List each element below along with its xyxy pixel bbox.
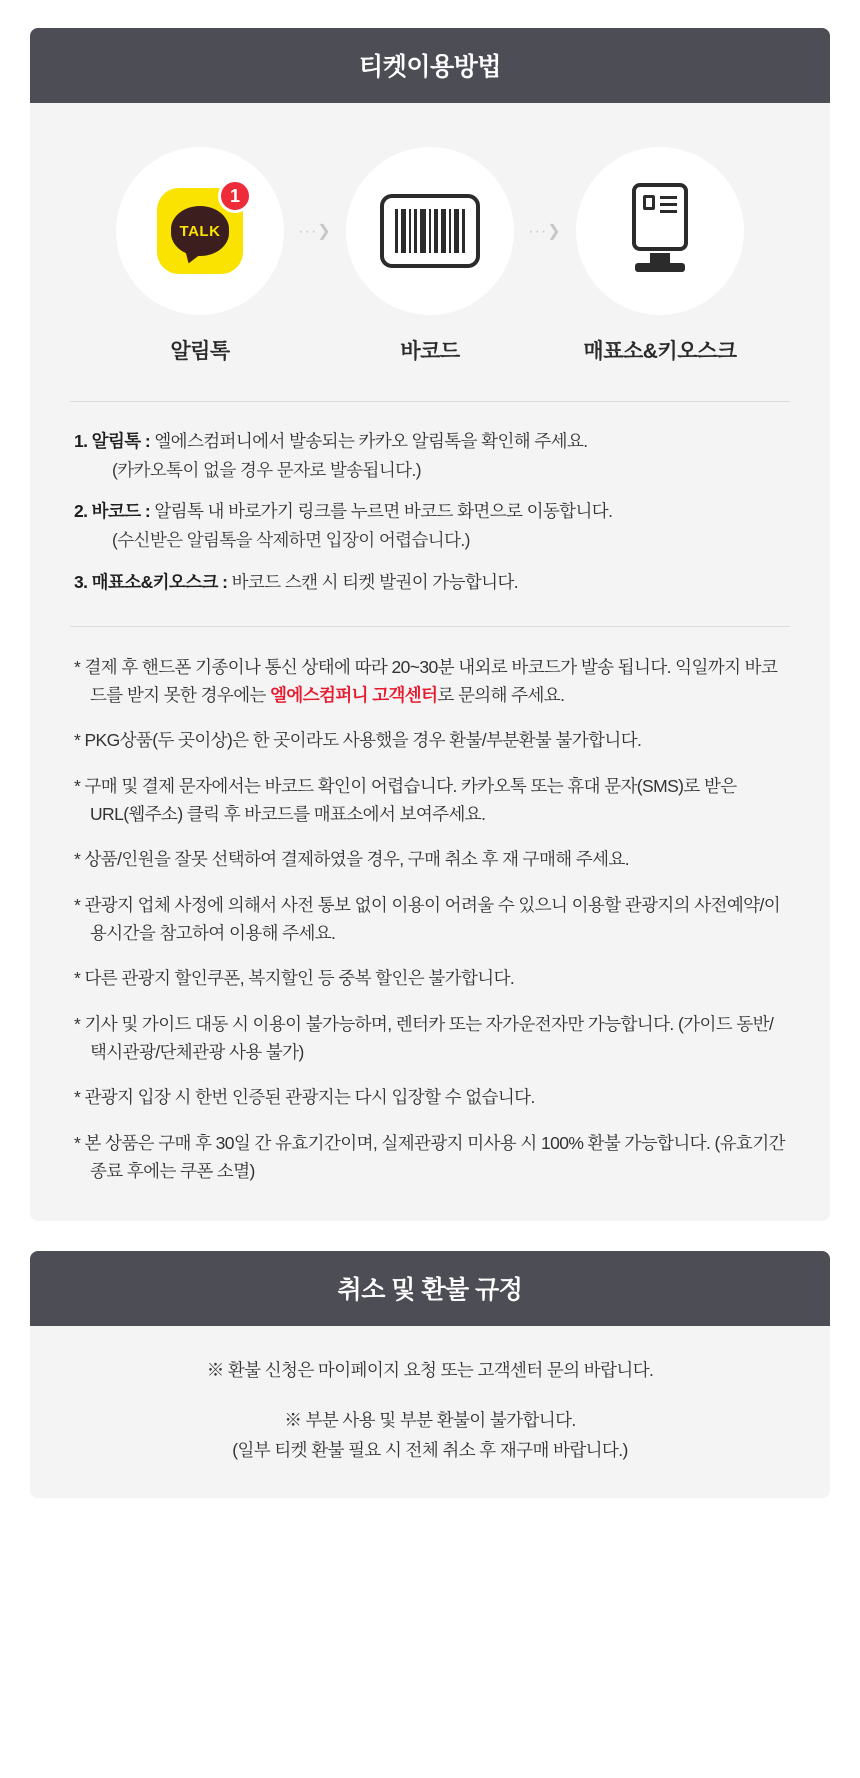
step-barcode bbox=[337, 147, 523, 365]
note-text: * PKG상품(두 곳이상)은 한 곳이라도 사용했을 경우 환불/부분환불 불가합니다. bbox=[74, 730, 642, 751]
note-text: * 결제 후 핸드폰 기종이나 통신 상태에 따라 20~30분 내외로 바코드가 발송 됩니다. 익일까지 바코드를 받지 못한 경우에는 bbox=[74, 656, 778, 705]
note-text: * 상품/인원을 잘못 선택하여 결제하였을 경우, 구매 취소 후 재 구매해 주세요. bbox=[74, 849, 630, 870]
note-text: * 기사 및 가이드 대동 시 이용이 불가능하며, 렌터카 또는 자가운전자만 가능합니다. (가이드 동반/택시관광/단체관광 사용 불가) bbox=[74, 1013, 774, 1063]
step-label: 알림톡 bbox=[170, 340, 230, 363]
list-item-head: 2. 바코드 : bbox=[74, 501, 155, 522]
note-text: * 구매 및 결제 문자에서는 바코드 확인이 어렵습니다. 카카오톡 또는 휴대 문자(SMS)로 받은 URL(웹주소) 클릭 후 바코드를 매표소에서 보여주세요. bbox=[74, 775, 737, 824]
step-circle bbox=[576, 147, 744, 315]
note-item bbox=[74, 653, 786, 710]
list-item-body: 바코드 스캔 시 티켓 발권이 가능합니다. bbox=[231, 571, 519, 592]
list-item bbox=[74, 569, 786, 596]
note-text: * 다른 관광지 할인쿠폰, 복지할인 등 중복 할인은 불가합니다. bbox=[74, 968, 515, 989]
list-item bbox=[74, 498, 786, 554]
arrow-icon-1: ···❯ bbox=[298, 223, 332, 240]
step-label: 매표소&키오스크 bbox=[583, 340, 737, 363]
kakao-talk-icon-text: TALK bbox=[179, 222, 221, 240]
list-item bbox=[74, 428, 786, 484]
step-label: 바코드 bbox=[400, 340, 460, 363]
divider-top bbox=[70, 401, 790, 402]
list-item-head: 1. 알림톡 : bbox=[74, 431, 155, 451]
refund-section-body bbox=[30, 1326, 830, 1498]
list-item-body: 엘에스컴퍼니에서 발송되는 카카오 알림톡을 확인해 주세요. bbox=[154, 431, 588, 451]
step-alimtalk bbox=[107, 147, 293, 365]
note-item bbox=[74, 845, 786, 873]
refund-section-title: 취소 및 환불 규정 bbox=[30, 1251, 830, 1326]
note-text: * 본 상품은 구매 후 30일 간 유효기간이며, 실제관광지 미사용 시 100% 환불 가능합니다. (유효기간 종료 후에는 쿠폰 소멸) bbox=[74, 1132, 785, 1182]
notification-badge: 1 bbox=[218, 179, 252, 213]
numbered-instructions bbox=[70, 428, 790, 596]
refund-line-1: ※ 환불 신청은 마이페이지 요청 또는 고객센터 문의 바랍니다. bbox=[206, 1360, 654, 1381]
refund-line-3: (일부 티켓 환불 필요 시 전체 취소 후 재구매 바랍니다.) bbox=[232, 1440, 628, 1461]
barcode-icon bbox=[380, 194, 480, 268]
note-highlight: 엘에스컴퍼니 고객센터 bbox=[270, 684, 438, 705]
note-text: * 관광지 업체 사정에 의해서 사전 통보 없이 이용이 어려울 수 있으니 이용할 관광지의 사전예약/이용시간을 참고하여 이용해 주세요. bbox=[74, 894, 781, 944]
list-item-head: 3. 매표소&키오스크 : bbox=[74, 571, 232, 592]
note-item bbox=[74, 772, 786, 829]
notes-list bbox=[70, 653, 790, 1186]
step-circle bbox=[116, 147, 284, 315]
divider-bottom bbox=[70, 626, 790, 627]
list-item-sub: (카카오톡이 없을 경우 문자로 발송됩니다.) bbox=[112, 460, 421, 481]
note-item bbox=[74, 1083, 786, 1111]
note-text-post: 로 문의해 주세요. bbox=[437, 684, 565, 705]
ticket-usage-section bbox=[30, 28, 830, 1221]
step-kiosk bbox=[567, 147, 753, 365]
arrow-icon-2: ···❯ bbox=[528, 223, 562, 240]
ticket-section-title: 티켓이용방법 bbox=[30, 28, 830, 103]
note-item bbox=[74, 891, 786, 948]
ticket-section-body bbox=[30, 103, 830, 1221]
kakao-talk-icon bbox=[157, 185, 243, 274]
note-text: * 관광지 입장 시 한번 인증된 관광지는 다시 입장할 수 없습니다. bbox=[74, 1087, 535, 1108]
kiosk-icon bbox=[629, 183, 691, 279]
list-item-sub: (수신받은 알림톡을 삭제하면 입장이 어렵습니다.) bbox=[112, 530, 470, 551]
steps-row bbox=[70, 129, 790, 371]
list-item-body: 알림톡 내 바로가기 링크를 누르면 바코드 화면으로 이동합니다. bbox=[154, 501, 613, 522]
refund-line-2: ※ 부분 사용 및 부분 환불이 불가합니다. bbox=[284, 1410, 576, 1431]
note-item bbox=[74, 726, 786, 754]
refund-policy-section bbox=[30, 1251, 830, 1498]
step-circle bbox=[346, 147, 514, 315]
note-item bbox=[74, 964, 786, 992]
note-item bbox=[74, 1129, 786, 1186]
note-item bbox=[74, 1010, 786, 1067]
